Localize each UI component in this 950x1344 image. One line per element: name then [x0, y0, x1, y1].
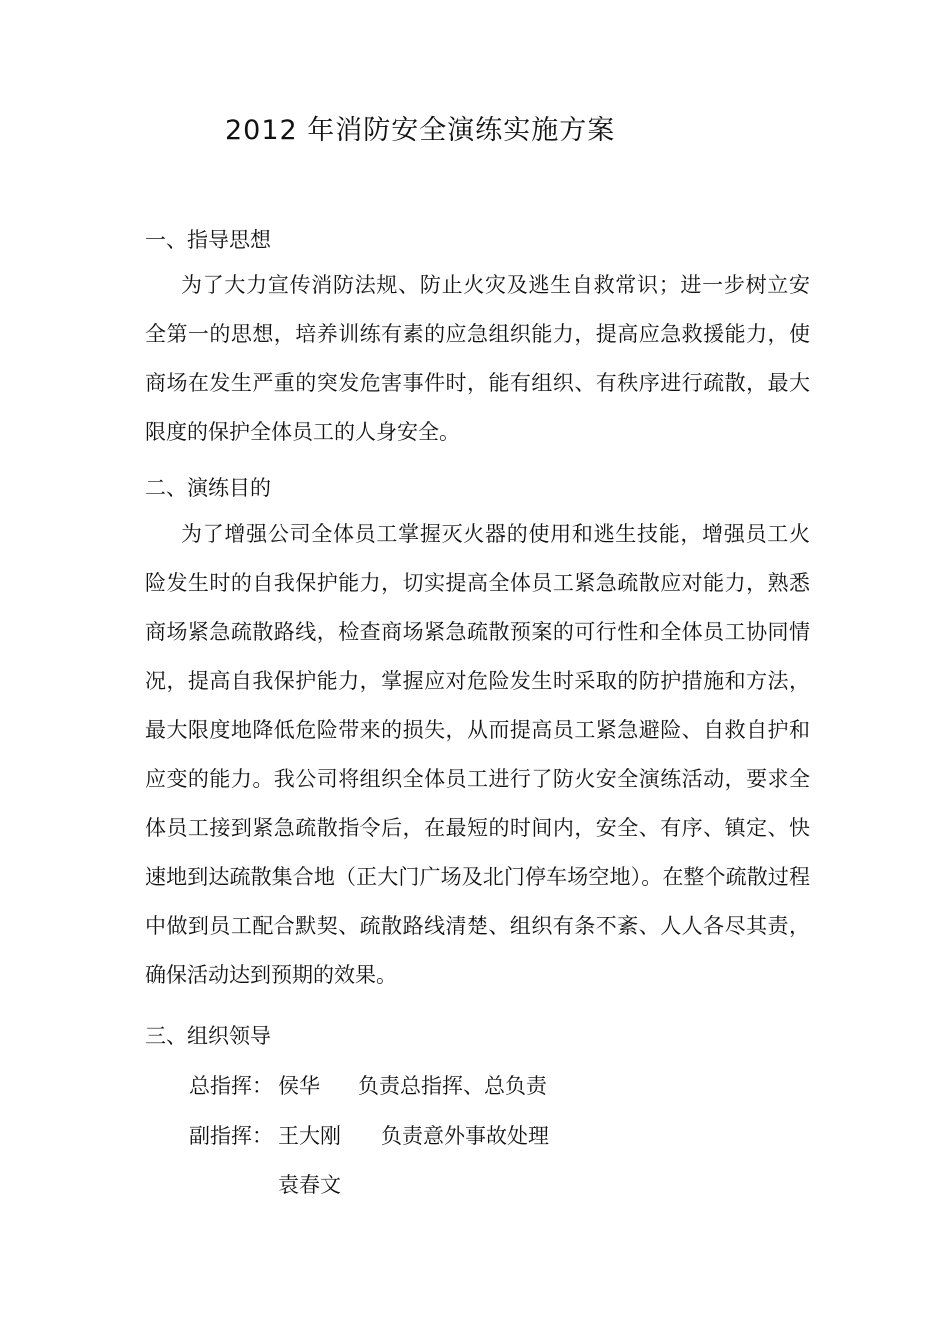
leader-duty: 负责总指挥、总负责: [358, 1074, 547, 1098]
leader-role: 副指挥：: [189, 1124, 273, 1148]
section-heading-organization: 三、组织领导: [145, 1024, 271, 1048]
section-paragraph-drill-purpose: 为了增强公司全体员工掌握灭火器的使用和逃生技能，增强员工火险发生时的自我保护能力，切实提高全体员工紧急疏散应对能力，熟悉商场紧急疏散路线，检查商场紧急疏散预案的可行性和全体员工协同情况，提高自我保护能力，掌握应对危险发生时采取的防护措施和方法，最大限度地降低危险带来的损失，从而提高员工紧急避险、自救自护和应变的能力。我公司将组织全体员工进行了防火安全演练活动，要求全体员工接到紧急疏散指令后，在最短的时间内，安全、有序、镇定、快速地到达疏散集合地（正大门广场及北门停车场空地）。在整个疏散过程中做到员工配合默契、疏散路线清楚、组织有条不紊、人人各尽其责，确保活动达到预期的效果。: [145, 522, 810, 987]
section-paragraph-guiding-ideology: 为了大力宣传消防法规、防止火灾及逃生自救常识；进一步树立安全第一的思想，培养训练有素的应急组织能力，提高应急救援能力，使商场在发生严重的突发危害事件时，能有组织、有秩序进行疏散，最大限度的保护全体员工的人身安全。: [145, 273, 810, 444]
leader-role: 总指挥：: [189, 1074, 273, 1098]
leader-name: 袁春文: [278, 1173, 341, 1197]
section-heading-guiding-ideology: 一、指导思想: [145, 228, 271, 252]
leader-name: 王大刚: [278, 1124, 341, 1148]
document-title: 2012 年消防安全演练实施方案: [225, 115, 616, 146]
section-heading-drill-purpose: 二、演练目的: [145, 476, 271, 500]
leader-name: 侯华: [278, 1074, 320, 1098]
leader-duty: 负责意外事故处理: [381, 1124, 549, 1148]
